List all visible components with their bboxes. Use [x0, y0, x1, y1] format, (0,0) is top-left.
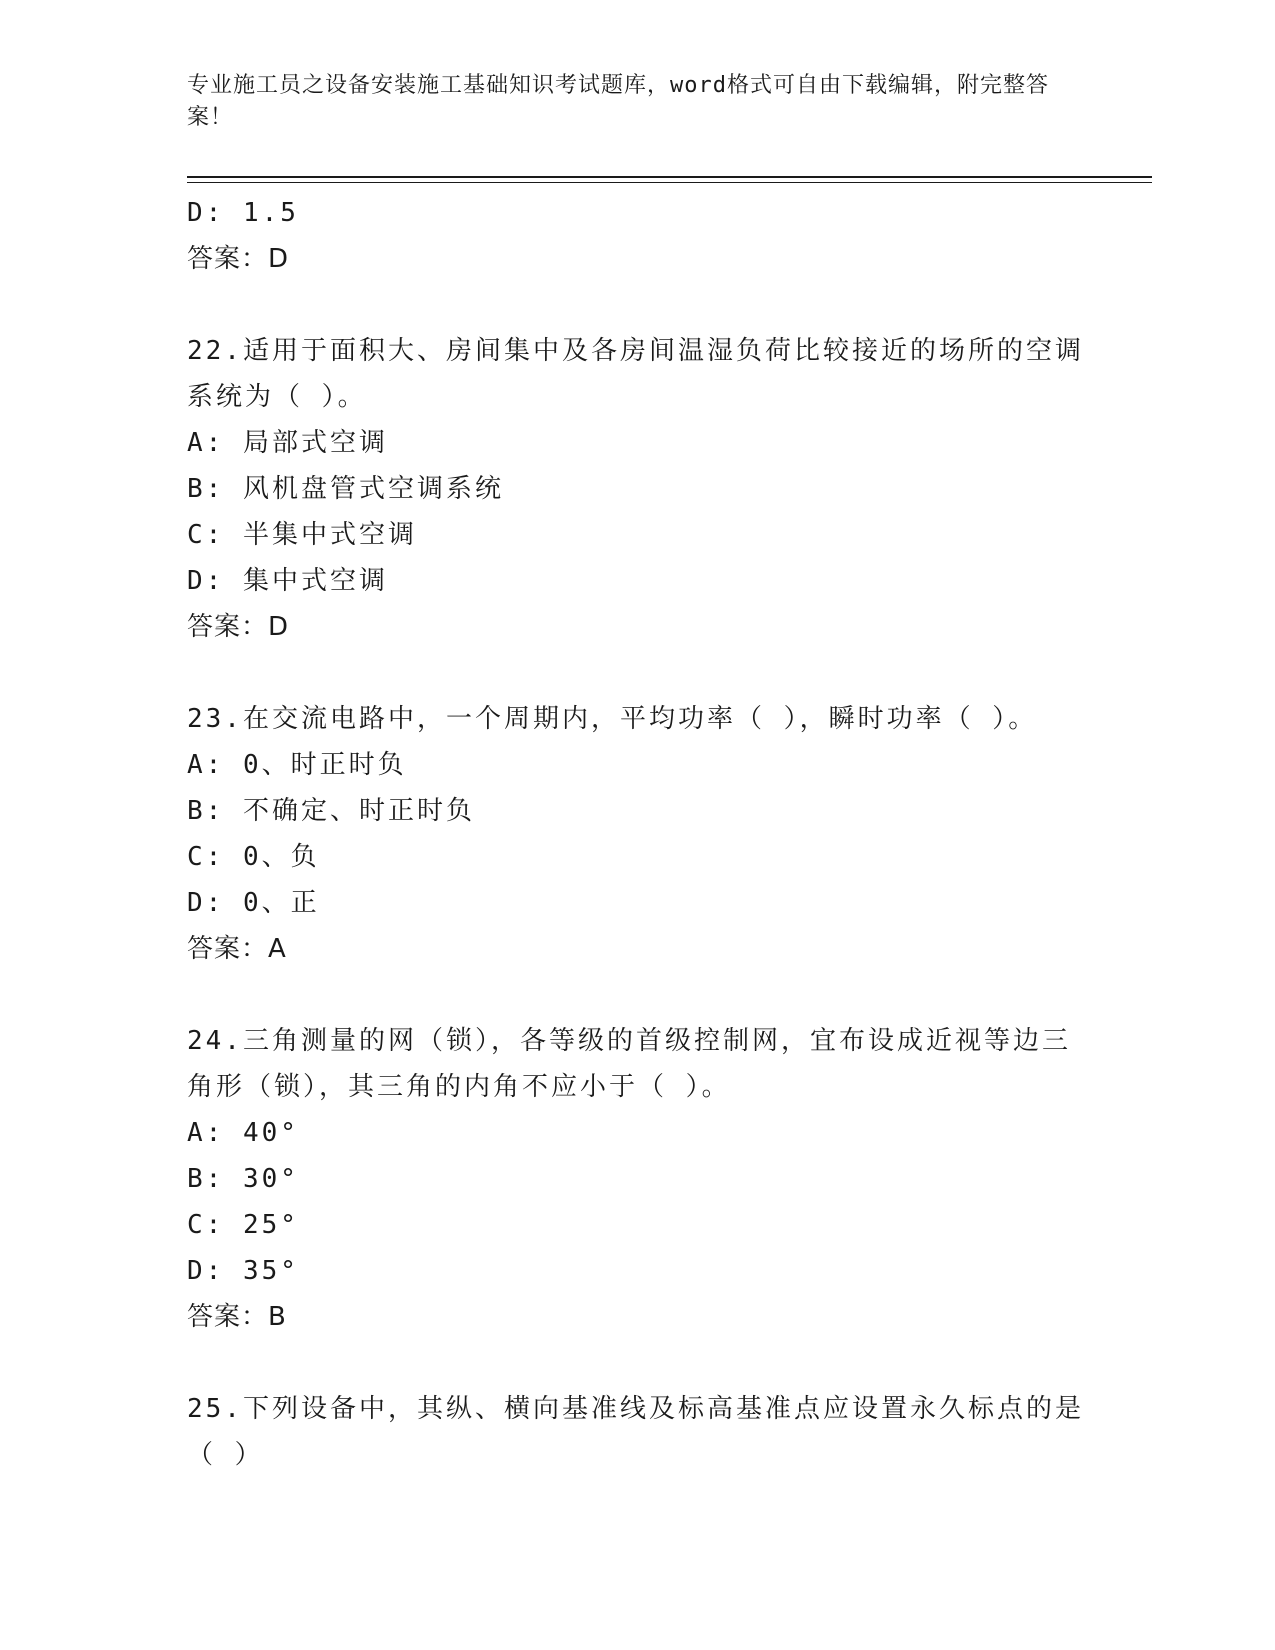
question-stem: 25.下列设备中，其纵、横向基准线及标高基准点应设置永久标点的是（ ）	[187, 1394, 1084, 1470]
option-b: B: 不确定、时正时负	[187, 796, 475, 826]
option-a: A: 0、时正时负	[187, 750, 407, 780]
question-stem: 22.适用于面积大、房间集中及各房间温湿负荷比较接近的场所的空调系统为（ ）。	[187, 336, 1084, 412]
option-c: C: 25°	[187, 1210, 299, 1240]
answer: 答案：B	[187, 1302, 287, 1332]
question-24	[187, 1018, 1087, 1340]
question-content	[187, 190, 1087, 1478]
question-stem: 24.三角测量的网（锁），各等级的首级控制网，宜布设成近视等边三角形（锁），其三角的内角不应小于（ ）。	[187, 1026, 1071, 1102]
option-b: B: 30°	[187, 1164, 299, 1194]
question-22	[187, 328, 1087, 650]
prev-option-d: D: 1.5	[187, 198, 299, 228]
header-rule-thick	[187, 176, 1152, 178]
question-stem: 23.在交流电路中，一个周期内，平均功率（ ），瞬时功率（ ）。	[187, 704, 1038, 734]
header-rule-thin	[187, 182, 1152, 183]
question-23	[187, 696, 1087, 972]
option-d: D: 集中式空调	[187, 566, 388, 596]
option-c: C: 半集中式空调	[187, 520, 417, 550]
option-d: D: 0、正	[187, 888, 320, 918]
option-d: D: 35°	[187, 1256, 299, 1286]
document-header: 专业施工员之设备安装施工基础知识考试题库，word格式可自由下载编辑，附完整答案！	[187, 73, 1049, 130]
prev-answer: 答案：D	[187, 244, 290, 274]
option-a: A: 局部式空调	[187, 428, 388, 458]
option-a: A: 40°	[187, 1118, 299, 1148]
question-25	[187, 1386, 1087, 1478]
option-b: B: 风机盘管式空调系统	[187, 474, 504, 504]
option-c: C: 0、负	[187, 842, 320, 872]
answer: 答案：A	[187, 934, 287, 964]
answer: 答案：D	[187, 612, 290, 642]
